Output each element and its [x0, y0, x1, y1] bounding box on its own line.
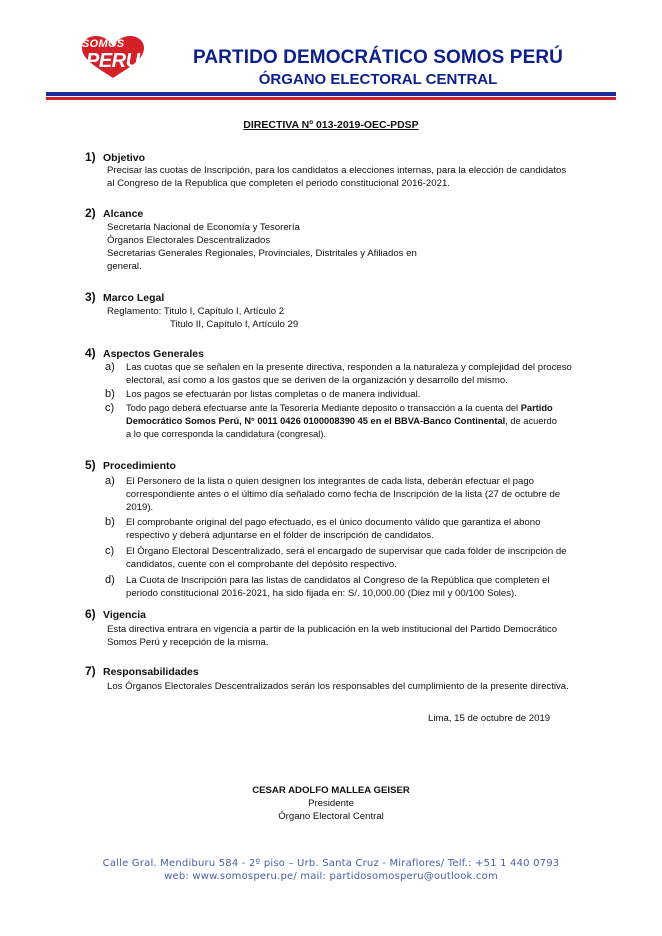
- vigencia-line: Somos Perú y recepción de la misma.: [107, 637, 269, 648]
- alcance-line: Secretarias Generales Regionales, Provinciales, Distritales y Afiliados en: [107, 248, 417, 259]
- marco-legal-line: Reglamento: Titulo I, Capítulo I, Artículo 2: [107, 306, 285, 317]
- alcance-line: Órganos Electorales Descentralizados: [107, 235, 271, 246]
- logo-small-text: SOMOS: [82, 38, 125, 50]
- header-rule-blue: [46, 92, 616, 96]
- section-heading-objetivo: 1) Objetivo: [85, 150, 146, 164]
- section-heading-responsabilidades: 7) Responsabilidades: [85, 664, 199, 678]
- objetivo-line: al Congreso de la Republica que completen el periodo constitucional 2016-2021.: [107, 178, 450, 189]
- signatory-organization: Órgano Electoral Central: [278, 811, 384, 822]
- document-page: SOMOS PERU PARTIDO DEMOCRÁTICO SOMOS PERÚ ÓRGANO ELECTORAL CENTRAL DIRECTIVA Nº 013-2019-OEC-PDSP 1) Objetivo Precisar las cuotas de Inscripción, para los candidatos a elecciones internas, para la elección de candidatos al Congreso de la Republica que completen el periodo constitucional 2016-2021. 2) Alcance Secretaria Nacional de Economía y Tesorería Órganos Electorales Descentralizados Secretarias Generales Regionales, Provinciales, Distritales y Afiliados en general. 3) Marco Legal Reglamento: Titulo I, Capítulo I, Artículo 2 Titulo II, Capítulo I, Artículo 29 4) Aspectos Generales a) Las cuotas que se señalen en la presente directiva, responden a la naturaleza y complejidad del proceso electoral, así como a los gastos que se deriven de la organización y desarrollo del mismo. b) Los pagos se efectuarán por listas completas o de manera individual. c) Todo pago deberá efectuarse ante la Tesorería Mediante deposito o transacción a la cuenta del Partido Democrático Somos Perú, N° 0011 0426 0100008390 45 en el BBVA-Banco Continental, de acuerdo a lo que corresponda la candidatura (congresal). 5) Procedimiento a) El Personero de la lista o quien designen los integrantes de cada lista, deberán efectuar el pago correspondiente antes o el último día señalado como fecha de Inscripción de la lista (27 de octubre de 2019). b) El comprobante original del pago efectuado, es el único documento válido que garantiza el abono respectivo y deberá adjuntarse en el fólder de inscripción de candidatos. c) El Órgano Electoral Descentralizado, será el encargado de supervisar que cada fólder de inscripción de candidatos, cuente con el comprobante del depósito respectivo. d) La Cuota de Inscripción para las listas de candidatos al Congreso de la República que completen el periodo constitucional 2016-2021, ha sido fijada en: S/. 10,000.00 (Diez mil y 00/100 Soles). 6) Vigencia Esta directiva entrara en vigencia a partir de la publicación en la web institucional del Partido Democrático Somos Perú y recepción de la misma. 7) Responsabilidades Los Órganos Electorales Descentralizados serán los responsables del cumplimiento de la presente directiva. Lima, 15 de octubre de 2019 CESAR ADOLFO MALLEA GEISER Presidente Órgano Electoral Central Calle Gral. Mendiburu 584 - 2º piso – Urb. Santa Cruz - Miraflores/ Telf.: +51 1 440 0793 web: www.somosperu.pe/ mail: partidosomosperu@outlook.com: [0, 0, 662, 936]
- marco-legal-line: Titulo II, Capítulo I, Artículo 29: [170, 319, 299, 330]
- organization-title: PARTIDO DEMOCRÁTICO SOMOS PERÚ: [193, 47, 563, 68]
- document-title: DIRECTIVA Nº 013-2019-OEC-PDSP: [243, 119, 419, 131]
- section-heading-alcance: 2) Alcance: [85, 206, 144, 220]
- footer-address: Calle Gral. Mendiburu 584 - 2º piso – Urb. Santa Cruz - Miraflores/ Telf.: +51 1 440 0793: [102, 858, 560, 869]
- vigencia-line: Esta directiva entrara en vigencia a partir de la publicación en la web institucional del Partido Democrático: [107, 624, 558, 635]
- footer-web-mail: web: www.somosperu.pe/ mail: partidosomosperu@outlook.com: [164, 871, 498, 882]
- section-heading-procedimiento: 5) Procedimiento: [85, 458, 176, 472]
- section-heading-aspectos-generales: 4) Aspectos Generales: [85, 346, 204, 360]
- section-heading-vigencia: 6) Vigencia: [85, 607, 146, 621]
- objetivo-line: Precisar las cuotas de Inscripción, para los candidatos a elecciones internas, para la elección de candidatos: [107, 165, 567, 176]
- alcance-line: Secretaria Nacional de Economía y Tesorería: [107, 222, 300, 233]
- party-logo: [78, 36, 148, 80]
- signatory-name: CESAR ADOLFO MALLEA GEISER: [252, 785, 410, 796]
- place-date: Lima, 15 de octubre de 2019: [428, 713, 551, 724]
- signatory-role: Presidente: [308, 798, 354, 809]
- header-rule-red: [46, 97, 616, 100]
- section-heading-marco-legal: 3) Marco Legal: [85, 290, 165, 304]
- alcance-line: general.: [107, 261, 142, 272]
- organization-subtitle: ÓRGANO ELECTORAL CENTRAL: [258, 71, 498, 88]
- responsabilidades-line: Los Órganos Electorales Descentralizados serán los responsables del cumplimiento de la presente directiva.: [107, 681, 569, 692]
- logo-big-text: PERU: [86, 50, 140, 72]
